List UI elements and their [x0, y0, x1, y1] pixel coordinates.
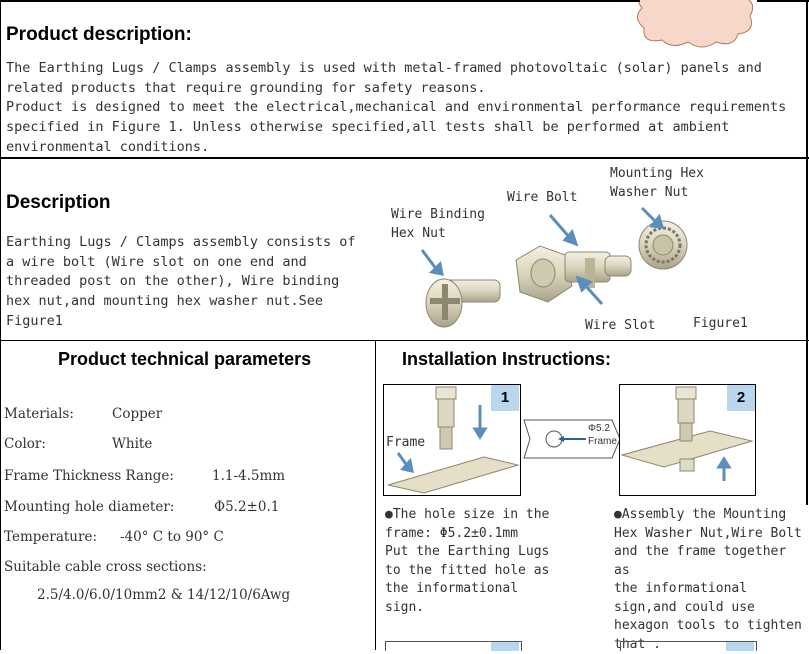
- wire-binding-hex-nut-icon: [426, 279, 500, 327]
- label-wire-binding-hex-nut: Wire Binding Hex Nut: [391, 207, 485, 241]
- figure1-caption: Figure1: [693, 316, 748, 331]
- param-row-hole-diameter: [4, 499, 374, 529]
- step1-text: ●The hole size in the frame: Φ5.2±0.1mm Put the Earthing Lugs to the fitted hole as the informational sign.: [385, 507, 550, 615]
- parameters-list: [4, 406, 374, 603]
- step1-drawing: [384, 385, 520, 495]
- step1-frame-label: Frame: [386, 435, 426, 450]
- step2-number-badge: 2: [727, 385, 755, 411]
- installation-heading: Installation Instructions:: [402, 349, 612, 369]
- param-label: Mounting hole diameter:: [4, 499, 175, 515]
- param-value: Copper: [112, 406, 163, 422]
- param-row-materials: [4, 406, 374, 436]
- cloud-shape: [632, 0, 760, 48]
- param-value: Φ5.2±0.1: [214, 499, 280, 515]
- description-text: Earthing Lugs / Clamps assembly consists of a wire bolt (Wire slot on one end and threaded post on the other), Wire binding hex nut,and mounting hex washer nut.See Figure1: [6, 234, 356, 329]
- param-label: Color:: [4, 436, 46, 452]
- step2-image: [619, 384, 756, 496]
- param-value: -40° C to 90° C: [120, 529, 224, 545]
- description-heading: Description: [6, 192, 111, 213]
- step1-image: [383, 384, 521, 496]
- product-description-text: The Earthing Lugs / Clamps assembly is used with metal-framed photovoltaic (solar) panels and related products that require grounding for safety reasons. Product is designed to meet the electrical,mechanical and environmental performance requirements specified in Figure 1. Unless otherwise specified,all tests shall be performed at ambient environmental conditions.: [6, 60, 787, 155]
- label-mounting-hex-washer-nut: Mounting Hex Washer Nut: [610, 166, 704, 200]
- hole-diagram: [520, 416, 620, 462]
- param-row-cable-sections: [4, 559, 374, 587]
- hole-sub-label: Frame: [588, 436, 617, 447]
- technical-parameters-heading: Product technical parameters: [58, 349, 312, 369]
- param-value: White: [112, 436, 153, 452]
- product-description-heading: Product description:: [6, 24, 192, 45]
- param-label: Suitable cable cross sections:: [4, 559, 207, 575]
- figure1: [380, 160, 800, 340]
- figure1-drawing: [380, 160, 800, 340]
- step2-text: ●Assembly the Mounting Hex Washer Nut,Wire Bolt and the frame together as the informational sign,and could use hexagon tools to tighten that .: [614, 507, 802, 652]
- cable-sections-value: 2.5/4.0/6.0/10mm2 & 14/12/10/6Awg: [37, 587, 291, 603]
- label-wire-slot: Wire Slot: [585, 318, 656, 333]
- param-label: Temperature:: [4, 529, 97, 545]
- step1-number-badge: 1: [491, 385, 519, 411]
- step2-drawing: [620, 385, 755, 495]
- hole-label: Φ5.2: [588, 423, 610, 434]
- param-label: Frame Thickness Range:: [4, 468, 174, 484]
- param-row-color: [4, 436, 374, 468]
- label-wire-bolt: Wire Bolt: [507, 190, 578, 205]
- param-row-temperature: [4, 529, 374, 559]
- product-cloud: [632, 0, 760, 48]
- param-label: Materials:: [4, 406, 74, 422]
- wire-bolt-icon: [516, 246, 631, 302]
- param-value: 1.1-4.5mm: [212, 468, 286, 484]
- param-row-frame-thickness: [4, 468, 374, 499]
